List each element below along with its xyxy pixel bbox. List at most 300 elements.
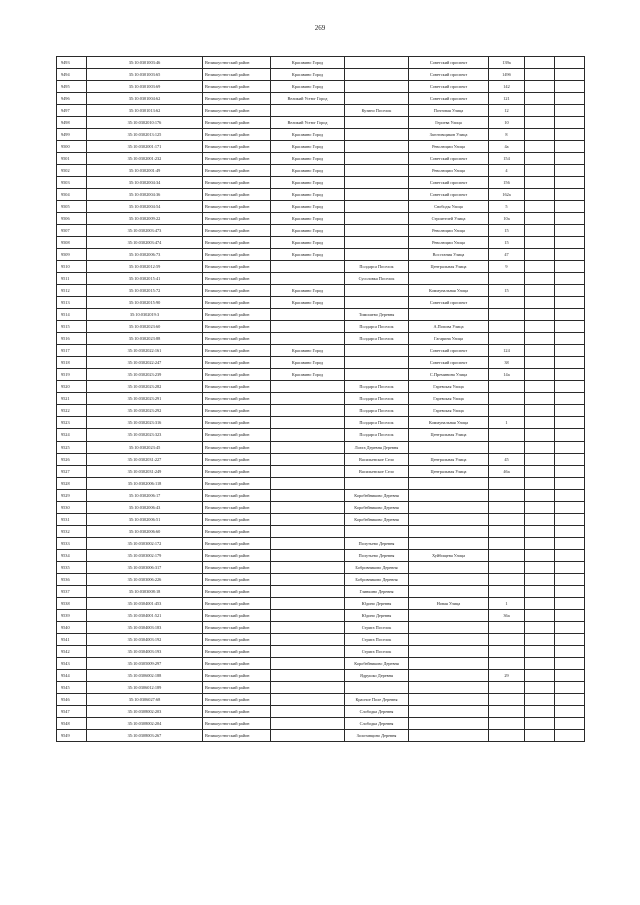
house-number-cell (489, 381, 525, 393)
row-number-cell: 9546 (57, 693, 87, 705)
row-number-cell: 9530 (57, 501, 87, 513)
settlement-cell: Коробейниково Деревня (345, 657, 409, 669)
settlement-cell: Красное Поле Деревня (345, 693, 409, 705)
house-number-cell (489, 549, 525, 561)
row-number-cell: 9497 (57, 105, 87, 117)
street-cell: Советский проспект (409, 297, 489, 309)
cadastral-number-cell: 35:10:0302023:316 (87, 417, 203, 429)
table-row (57, 309, 585, 321)
page-number: 269 (314, 24, 326, 32)
extra-1-cell (525, 321, 555, 333)
cadastral-number-cell: 35:10:0302001:49 (87, 165, 203, 177)
district-cell: Великоустюгский район (203, 165, 271, 177)
district-cell: Великоустюгский район (203, 249, 271, 261)
extra-1-cell (525, 237, 555, 249)
cadastral-number-cell: 35:10:0306027:68 (87, 693, 203, 705)
extra-2-cell (555, 69, 585, 81)
district-cell: Великоустюгский район (203, 693, 271, 705)
district-cell: Великоустюгский район (203, 573, 271, 585)
house-number-cell: 45 (489, 453, 525, 465)
extra-1-cell (525, 525, 555, 537)
extra-1-cell (525, 561, 555, 573)
extra-1-cell (525, 165, 555, 177)
house-number-cell: 15 (489, 237, 525, 249)
cadastral-number-cell: 35:10:0303006:317 (87, 561, 203, 573)
street-cell: Коммунальная Улица (409, 285, 489, 297)
settlement-cell: Коробейниково Деревня (345, 501, 409, 513)
cadastral-number-cell: 35:10:0302006:17 (87, 489, 203, 501)
table-row (57, 141, 585, 153)
cadastral-number-cell: 35:10:0302023:292 (87, 405, 203, 417)
cadastral-number-cell: 35:10:0308002:204 (87, 717, 203, 729)
settlement-cell: Полутьево Деревня (345, 537, 409, 549)
street-cell: Советский проспект (409, 189, 489, 201)
district-cell: Великоустюгский район (203, 597, 271, 609)
house-number-cell: 9 (489, 261, 525, 273)
city-cell (271, 681, 345, 693)
cadastral-number-cell: 35:10:0303002:179 (87, 549, 203, 561)
extra-2-cell (555, 681, 585, 693)
extra-1-cell (525, 501, 555, 513)
extra-1-cell (525, 57, 555, 69)
cadastral-number-cell: 35:10:0308002:203 (87, 705, 203, 717)
house-number-cell: 121 (489, 93, 525, 105)
district-cell: Великоустюгский район (203, 93, 271, 105)
settlement-cell: Юдино Деревня (345, 609, 409, 621)
table-row (57, 549, 585, 561)
settlement-cell (345, 477, 409, 489)
cadastral-number-cell: 35:10:0306002:188 (87, 669, 203, 681)
street-cell: Гаревская Улица (409, 381, 489, 393)
street-cell: Хуйбищева Улица (409, 549, 489, 561)
extra-1-cell (525, 633, 555, 645)
extra-1-cell (525, 477, 555, 489)
settlement-cell: Васильевское Село (345, 453, 409, 465)
table-row (57, 585, 585, 597)
cadastral-number-cell: 35:10:0302013:125 (87, 129, 203, 141)
street-cell (409, 501, 489, 513)
cadastral-number-cell: 35:10:0302004:36 (87, 189, 203, 201)
extra-2-cell (555, 561, 585, 573)
table-row (57, 645, 585, 657)
street-cell: Советский проспект (409, 357, 489, 369)
street-cell: Центральная Улица (409, 261, 489, 273)
city-cell (271, 501, 345, 513)
street-cell (409, 717, 489, 729)
row-number-cell: 9498 (57, 117, 87, 129)
district-cell: Великоустюгский район (203, 729, 271, 741)
house-number-cell (489, 537, 525, 549)
row-number-cell: 9506 (57, 213, 87, 225)
table-row (57, 177, 585, 189)
row-number-cell: 9518 (57, 357, 87, 369)
house-number-cell (489, 585, 525, 597)
extra-1-cell (525, 249, 555, 261)
district-cell: Великоустюгский район (203, 405, 271, 417)
table-row (57, 453, 585, 465)
house-number-cell: 29 (489, 669, 525, 681)
cadastral-number-cell: 35:10:0302006:51 (87, 513, 203, 525)
district-cell: Великоустюгский район (203, 225, 271, 237)
row-number-cell: 9544 (57, 669, 87, 681)
row-number-cell: 9496 (57, 93, 87, 105)
extra-2-cell (555, 357, 585, 369)
cadastral-number-cell: 35:10:0303008:18 (87, 585, 203, 597)
extra-1-cell (525, 177, 555, 189)
extra-1-cell (525, 285, 555, 297)
row-number-cell: 9510 (57, 261, 87, 273)
district-cell: Великоустюгский район (203, 117, 271, 129)
district-cell: Великоустюгский район (203, 561, 271, 573)
city-cell: Красавино Город (271, 225, 345, 237)
street-cell: Советский проспект (409, 69, 489, 81)
city-cell (271, 393, 345, 405)
settlement-cell (345, 297, 409, 309)
extra-1-cell (525, 657, 555, 669)
street-cell: Советский проспект (409, 345, 489, 357)
district-cell: Великоустюгский район (203, 141, 271, 153)
row-number-cell: 9532 (57, 525, 87, 537)
city-cell (271, 105, 345, 117)
street-cell: С.Преминина Улица (409, 369, 489, 381)
table-row (57, 369, 585, 381)
registry-table (56, 56, 585, 742)
district-cell: Великоустюгский район (203, 333, 271, 345)
row-number-cell: 9542 (57, 645, 87, 657)
district-cell: Великоустюгский район (203, 525, 271, 537)
city-cell: Красавино Город (271, 213, 345, 225)
street-cell (409, 309, 489, 321)
district-cell: Великоустюгский район (203, 657, 271, 669)
cadastral-number-cell: 35:10:0301013:62 (87, 105, 203, 117)
house-number-cell: 10 (489, 117, 525, 129)
city-cell (271, 729, 345, 741)
district-cell: Великоустюгский район (203, 513, 271, 525)
settlement-cell: Слободка Деревня (345, 705, 409, 717)
house-number-cell: 139а (489, 57, 525, 69)
settlement-cell (345, 81, 409, 93)
extra-1-cell (525, 93, 555, 105)
row-number-cell: 9536 (57, 573, 87, 585)
cadastral-number-cell: 35:10:0302006:43 (87, 501, 203, 513)
table-row (57, 597, 585, 609)
extra-1-cell (525, 129, 555, 141)
district-cell: Великоустюгский район (203, 213, 271, 225)
table-row (57, 477, 585, 489)
city-cell: Красавино Город (271, 201, 345, 213)
extra-1-cell (525, 333, 555, 345)
city-cell (271, 309, 345, 321)
district-cell: Великоустюгский район (203, 345, 271, 357)
extra-2-cell (555, 405, 585, 417)
row-number-cell: 9547 (57, 705, 87, 717)
extra-1-cell (525, 465, 555, 477)
settlement-cell (345, 225, 409, 237)
extra-2-cell (555, 621, 585, 633)
extra-2-cell (555, 705, 585, 717)
street-cell: Свободы Улица (409, 201, 489, 213)
street-cell: Революции Улица (409, 237, 489, 249)
street-cell: Революции Улица (409, 141, 489, 153)
row-number-cell: 9516 (57, 333, 87, 345)
settlement-cell: Сусоловка Поселок (345, 273, 409, 285)
cadastral-number-cell: 35:10:0302003:474 (87, 237, 203, 249)
cadastral-number-cell: 35:10:0302004:54 (87, 201, 203, 213)
house-number-cell: 36а (489, 609, 525, 621)
district-cell: Великоустюгский район (203, 717, 271, 729)
district-cell: Великоустюгский район (203, 549, 271, 561)
street-cell (409, 609, 489, 621)
house-number-cell (489, 729, 525, 741)
city-cell (271, 321, 345, 333)
row-number-cell: 9514 (57, 309, 87, 321)
settlement-cell (345, 249, 409, 261)
cadastral-number-cell: 35:10:0305009:297 (87, 657, 203, 669)
extra-2-cell (555, 189, 585, 201)
extra-1-cell (525, 585, 555, 597)
house-number-cell: 149б (489, 69, 525, 81)
cadastral-number-cell: 35:10:0302019:3 (87, 309, 203, 321)
district-cell: Великоустюгский район (203, 501, 271, 513)
extra-1-cell (525, 453, 555, 465)
district-cell: Великоустюгский район (203, 321, 271, 333)
city-cell (271, 489, 345, 501)
row-number-cell: 9504 (57, 189, 87, 201)
table-row (57, 69, 585, 81)
settlement-cell (345, 177, 409, 189)
cadastral-number-cell: 35:10:0302001:171 (87, 141, 203, 153)
settlement-cell: Лохта Деревня Деревня (345, 441, 409, 453)
settlement-cell: Васильевское Село (345, 465, 409, 477)
house-number-cell: 8 (489, 129, 525, 141)
city-cell (271, 609, 345, 621)
table-row (57, 405, 585, 417)
table-body (57, 57, 585, 742)
street-cell: Советский проспект (409, 153, 489, 165)
district-cell: Великоустюгский район (203, 429, 271, 441)
extra-2-cell (555, 525, 585, 537)
extra-2-cell (555, 57, 585, 69)
row-number-cell: 9524 (57, 429, 87, 441)
table-row (57, 573, 585, 585)
row-number-cell: 9493 (57, 57, 87, 69)
extra-2-cell (555, 117, 585, 129)
street-cell (409, 477, 489, 489)
settlement-cell (345, 69, 409, 81)
table-row (57, 693, 585, 705)
extra-2-cell (555, 201, 585, 213)
district-cell: Великоустюгский район (203, 417, 271, 429)
row-number-cell: 9494 (57, 69, 87, 81)
city-cell: Великий Устюг Город (271, 93, 345, 105)
table-row (57, 381, 585, 393)
house-number-cell: 10а (489, 213, 525, 225)
street-cell (409, 657, 489, 669)
cadastral-number-cell: 35:10:0302022:247 (87, 357, 203, 369)
extra-1-cell (525, 105, 555, 117)
table-row (57, 729, 585, 741)
house-number-cell (489, 681, 525, 693)
settlement-cell: Полдарса Поселок (345, 393, 409, 405)
extra-1-cell (525, 705, 555, 717)
house-number-cell: 154 (489, 153, 525, 165)
settlement-cell (345, 213, 409, 225)
extra-2-cell (555, 549, 585, 561)
table-row (57, 633, 585, 645)
table-row (57, 705, 585, 717)
cadastral-number-cell: 35:10:0302006:73 (87, 249, 203, 261)
house-number-cell (489, 309, 525, 321)
extra-1-cell (525, 429, 555, 441)
extra-2-cell (555, 693, 585, 705)
city-cell: Красавино Город (271, 81, 345, 93)
cadastral-number-cell: 35:10:0302012:59 (87, 261, 203, 273)
street-cell (409, 561, 489, 573)
extra-2-cell (555, 381, 585, 393)
city-cell (271, 693, 345, 705)
extra-1-cell (525, 729, 555, 741)
city-cell (271, 429, 345, 441)
cadastral-number-cell: 35:10:0302006:118 (87, 477, 203, 489)
street-cell: Строителей Улица (409, 213, 489, 225)
extra-1-cell (525, 309, 555, 321)
table-row (57, 345, 585, 357)
settlement-cell (345, 117, 409, 129)
city-cell: Красавино Город (271, 285, 345, 297)
settlement-cell (345, 93, 409, 105)
city-cell (271, 465, 345, 477)
street-cell (409, 645, 489, 657)
street-cell (409, 729, 489, 741)
cadastral-number-cell: 35:10:0302003:473 (87, 225, 203, 237)
district-cell: Великоустюгский район (203, 609, 271, 621)
table-row (57, 297, 585, 309)
table-row (57, 333, 585, 345)
street-cell (409, 693, 489, 705)
row-number-cell: 9540 (57, 621, 87, 633)
settlement-cell: Стрига Поселок (345, 621, 409, 633)
settlement-cell (345, 141, 409, 153)
city-cell: Красавино Город (271, 177, 345, 189)
district-cell: Великоустюгский район (203, 681, 271, 693)
house-number-cell: 1 (489, 597, 525, 609)
street-cell (409, 669, 489, 681)
extra-1-cell (525, 717, 555, 729)
cadastral-number-cell: 35:10:0304003:183 (87, 621, 203, 633)
extra-1-cell (525, 381, 555, 393)
extra-2-cell (555, 345, 585, 357)
extra-1-cell (525, 669, 555, 681)
extra-1-cell (525, 189, 555, 201)
extra-1-cell (525, 357, 555, 369)
district-cell: Великоустюгский район (203, 237, 271, 249)
table-row (57, 525, 585, 537)
street-cell: Советский проспект (409, 177, 489, 189)
cadastral-number-cell: 35:10:0302031:249 (87, 465, 203, 477)
extra-1-cell (525, 621, 555, 633)
settlement-cell: Слободка Деревня (345, 717, 409, 729)
house-number-cell (489, 561, 525, 573)
table-row (57, 417, 585, 429)
cadastral-number-cell: 35:10:0301004:62 (87, 93, 203, 105)
settlement-cell: Полдарса Поселок (345, 429, 409, 441)
extra-1-cell (525, 261, 555, 273)
settlement-cell (345, 201, 409, 213)
cadastral-number-cell: 35:10:0306012:189 (87, 681, 203, 693)
district-cell: Великоустюгский район (203, 153, 271, 165)
street-cell (409, 537, 489, 549)
street-cell: Почтовая Улица (409, 105, 489, 117)
district-cell: Великоустюгский район (203, 633, 271, 645)
house-number-cell (489, 489, 525, 501)
district-cell: Великоустюгский район (203, 177, 271, 189)
street-cell: Советский проспект (409, 81, 489, 93)
settlement-cell: Глинкино Деревня (345, 585, 409, 597)
street-cell: Центральная Улица (409, 453, 489, 465)
district-cell: Великоустюгский район (203, 369, 271, 381)
extra-1-cell (525, 441, 555, 453)
city-cell (271, 573, 345, 585)
city-cell (271, 585, 345, 597)
house-number-cell (489, 501, 525, 513)
extra-1-cell (525, 417, 555, 429)
settlement-cell: Ядрушко Деревня (345, 669, 409, 681)
extra-1-cell (525, 513, 555, 525)
cadastral-number-cell: 35:10:0302023:45 (87, 441, 203, 453)
extra-1-cell (525, 573, 555, 585)
table-row (57, 165, 585, 177)
street-cell (409, 489, 489, 501)
settlement-cell (345, 285, 409, 297)
city-cell (271, 561, 345, 573)
row-number-cell: 9508 (57, 237, 87, 249)
city-cell (271, 705, 345, 717)
cadastral-number-cell: 35:10:0304001:453 (87, 597, 203, 609)
table-row (57, 393, 585, 405)
extra-1-cell (525, 405, 555, 417)
table-row (57, 93, 585, 105)
city-cell: Красавино Город (271, 345, 345, 357)
city-cell: Красавино Город (271, 189, 345, 201)
row-number-cell: 9539 (57, 609, 87, 621)
street-cell (409, 273, 489, 285)
settlement-cell: Золотавцино Деревня (345, 729, 409, 741)
extra-2-cell (555, 441, 585, 453)
house-number-cell: 162а (489, 189, 525, 201)
house-number-cell (489, 513, 525, 525)
extra-2-cell (555, 369, 585, 381)
city-cell (271, 633, 345, 645)
table-row (57, 225, 585, 237)
table-row (57, 129, 585, 141)
district-cell: Великоустюгский район (203, 441, 271, 453)
cadastral-number-cell: 35:10:0302023:291 (87, 393, 203, 405)
table-row (57, 105, 585, 117)
cadastral-number-cell: 35:10:0302031:227 (87, 453, 203, 465)
district-cell: Великоустюгский район (203, 645, 271, 657)
row-number-cell: 9502 (57, 165, 87, 177)
row-number-cell: 9503 (57, 177, 87, 189)
table-row (57, 261, 585, 273)
extra-2-cell (555, 657, 585, 669)
city-cell (271, 717, 345, 729)
city-cell: Красавино Город (271, 69, 345, 81)
street-cell: Центральная Улица (409, 465, 489, 477)
house-number-cell: 15 (489, 225, 525, 237)
city-cell (271, 477, 345, 489)
cadastral-number-cell: 35:10:0301003:69 (87, 81, 203, 93)
district-cell: Великоустюгский район (203, 537, 271, 549)
